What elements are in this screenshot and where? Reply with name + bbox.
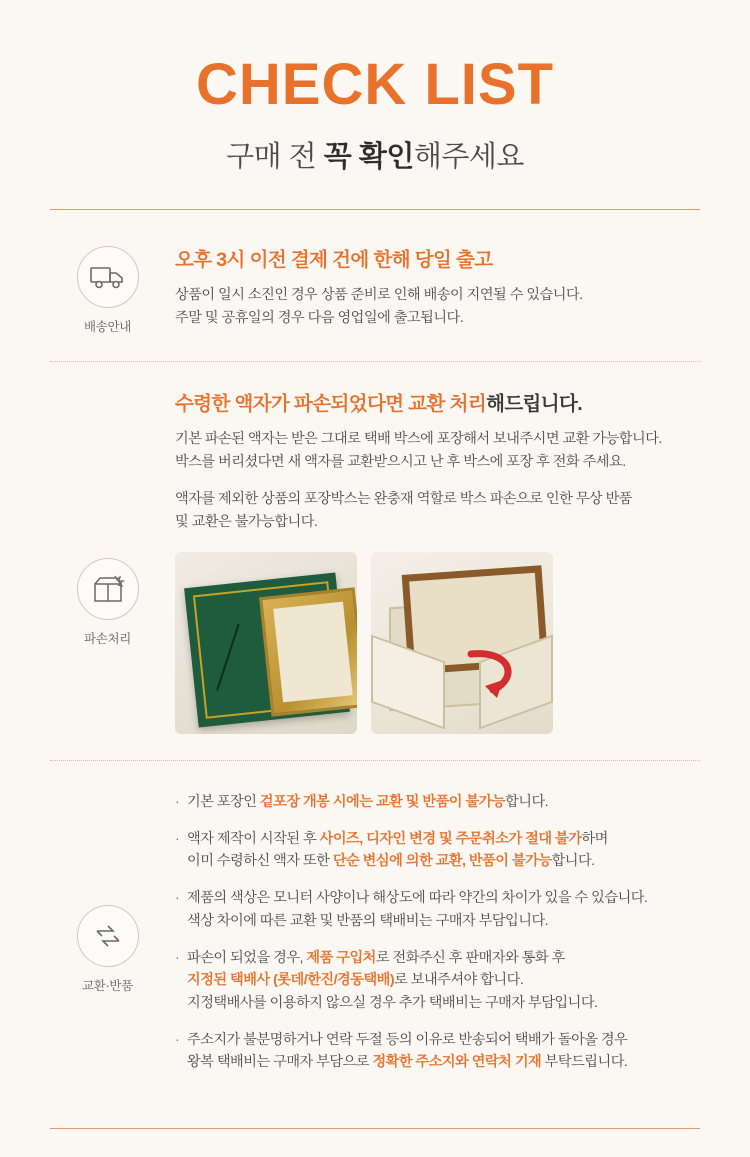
damage-icon-column [50, 388, 165, 734]
list-item-line [187, 969, 700, 992]
damage-p2-line-2: 및 교환은 불가능합니다. [175, 514, 318, 530]
section-damage [0, 388, 750, 734]
page-subtitle [0, 134, 750, 175]
list-item [175, 887, 700, 932]
page-header [0, 0, 750, 175]
bullet-dot-icon: · [175, 1031, 180, 1048]
broken-box-icon [77, 558, 139, 620]
damage-title [175, 388, 700, 416]
list-item-text [187, 887, 700, 932]
plain-text: 색상 차이에 따른 교환 및 반품의 택배비는 구매자 부담입니다. [187, 912, 549, 929]
damage-p1-line-1: 기본 파손된 액자는 받은 그대로 택배 박스에 포장해서 보내주시면 교환 가능합니다. [175, 431, 662, 447]
exchange-icon-label: 교환·반품 [82, 979, 133, 993]
list-item [175, 947, 700, 1015]
damage-icon-label: 파손처리 [83, 632, 132, 646]
damage-paragraph-1 [175, 428, 700, 474]
plain-text: 합니다. [505, 794, 549, 810]
damage-body [165, 388, 700, 734]
list-item-line [187, 1029, 700, 1052]
bullet-dot-icon: · [175, 890, 180, 907]
plain-text: 로 전화주신 후 판매자와 통화 후 [375, 949, 565, 966]
subtitle-strong: 꼭 확인 [323, 141, 414, 173]
highlight-text: 지정된 택배사 (롯데/한진/경동택배) [187, 972, 395, 989]
list-item-line [187, 1051, 700, 1074]
plain-text: 기본 포장인 [187, 794, 260, 810]
highlight-text: 정확한 주소지와 연락처 기재 [372, 1054, 542, 1071]
bullet-dot-icon: · [175, 794, 180, 810]
plain-text: 이미 수령하신 액자 또한 [187, 853, 333, 870]
list-item-text [187, 791, 700, 814]
page-title: CHECK LIST [196, 52, 554, 117]
list-item-text [187, 828, 700, 873]
highlight-text: 단순 변심에 의한 교환, 반품이 불가능 [332, 853, 552, 870]
list-item [175, 1029, 700, 1074]
bullet-dot-icon: · [175, 949, 180, 966]
plain-text: 지정택배사를 이용하지 않으실 경우 추가 택배비는 구매자 부담입니다. [187, 995, 598, 1012]
delivery-line-1: 상품이 일시 소진인 경우 상품 준비로 인해 배송이 지연될 수 있습니다. [175, 287, 583, 303]
exchange-body [165, 787, 700, 1088]
delivery-line-2: 주말 및 공휴일의 경우 다음 영업일에 출고됩니다. [175, 310, 464, 326]
plain-text: 제품의 색상은 모니터 사양이나 해상도에 따라 약간의 차이가 있을 수 있습니다. [187, 890, 648, 907]
subtitle-post: 해주세요 [413, 141, 524, 173]
exchange-bullet-list [175, 787, 700, 1074]
red-arrow-icon [463, 644, 523, 704]
divider-dotted-1 [50, 361, 700, 362]
delivery-icon-label: 배송안내 [83, 320, 132, 334]
damage-p2-line-1: 액자를 제외한 상품의 포장박스는 완충재 역할로 박스 파손으로 인한 무상 반품 [175, 491, 632, 507]
highlight-text: 사이즈, 디자인 변경 및 주문취소가 절대 불가 [319, 830, 582, 847]
plain-text: 파손이 되었을 경우, [187, 949, 307, 966]
plain-text: 합니다. [551, 853, 595, 870]
plain-text: 왕복 택배비는 구매자 부담으로 [187, 1054, 373, 1071]
subtitle-pre: 구매 전 [226, 141, 324, 173]
section-delivery [0, 210, 750, 335]
damage-title-dark: 해드립니다. [486, 393, 583, 415]
plain-text: 액자 제작이 시작된 후 [187, 830, 320, 847]
highlight-text: 겉포장 개봉 시에는 교환 및 반품이 불가능 [259, 794, 506, 810]
list-item-line [187, 887, 700, 910]
delivery-body [165, 244, 700, 335]
plain-text: 로 보내주셔야 합니다. [394, 972, 524, 989]
damage-title-orange: 수령한 액자가 파손되었다면 교환 처리 [175, 393, 487, 415]
divider-dotted-2 [50, 760, 700, 761]
list-item-line [187, 947, 700, 970]
exchange-icon-column [50, 787, 165, 1088]
damaged-green-frame-photo [175, 552, 357, 734]
list-item-line [187, 791, 700, 814]
plain-text: 주소지가 불분명하거나 연락 두절 등의 이유로 반송되어 택배가 돌아올 경우 [187, 1031, 628, 1048]
frame-packing-box-photo [371, 552, 553, 734]
bullet-dot-icon: · [175, 830, 180, 847]
damage-paragraph-2 [175, 488, 700, 534]
plain-text: 부탁드립니다. [541, 1054, 628, 1071]
plain-text: 하며 [581, 830, 608, 847]
gold-frame-shape [259, 587, 357, 716]
delivery-title: 오후 3시 이전 결제 건에 한해 당일 출고 [175, 249, 493, 271]
truck-icon [77, 246, 139, 308]
section-exchange [0, 787, 750, 1098]
list-item-line [187, 910, 700, 933]
list-item [175, 791, 700, 814]
damage-p1-line-2: 박스를 버리셨다면 새 액자를 교환받으시고 난 후 박스에 포장 후 전화 주세요. [175, 454, 626, 470]
damage-photo-gallery [175, 552, 700, 734]
list-item-line [187, 850, 700, 873]
list-item-line [187, 828, 700, 851]
footer-spacer [0, 1129, 750, 1157]
list-item-line [187, 992, 700, 1015]
list-item-text [187, 947, 700, 1015]
highlight-text: 제품 구입처 [306, 949, 376, 966]
delivery-icon-column [50, 244, 165, 335]
list-item-text [187, 1029, 700, 1074]
exchange-arrows-icon [77, 905, 139, 967]
list-item [175, 828, 700, 873]
